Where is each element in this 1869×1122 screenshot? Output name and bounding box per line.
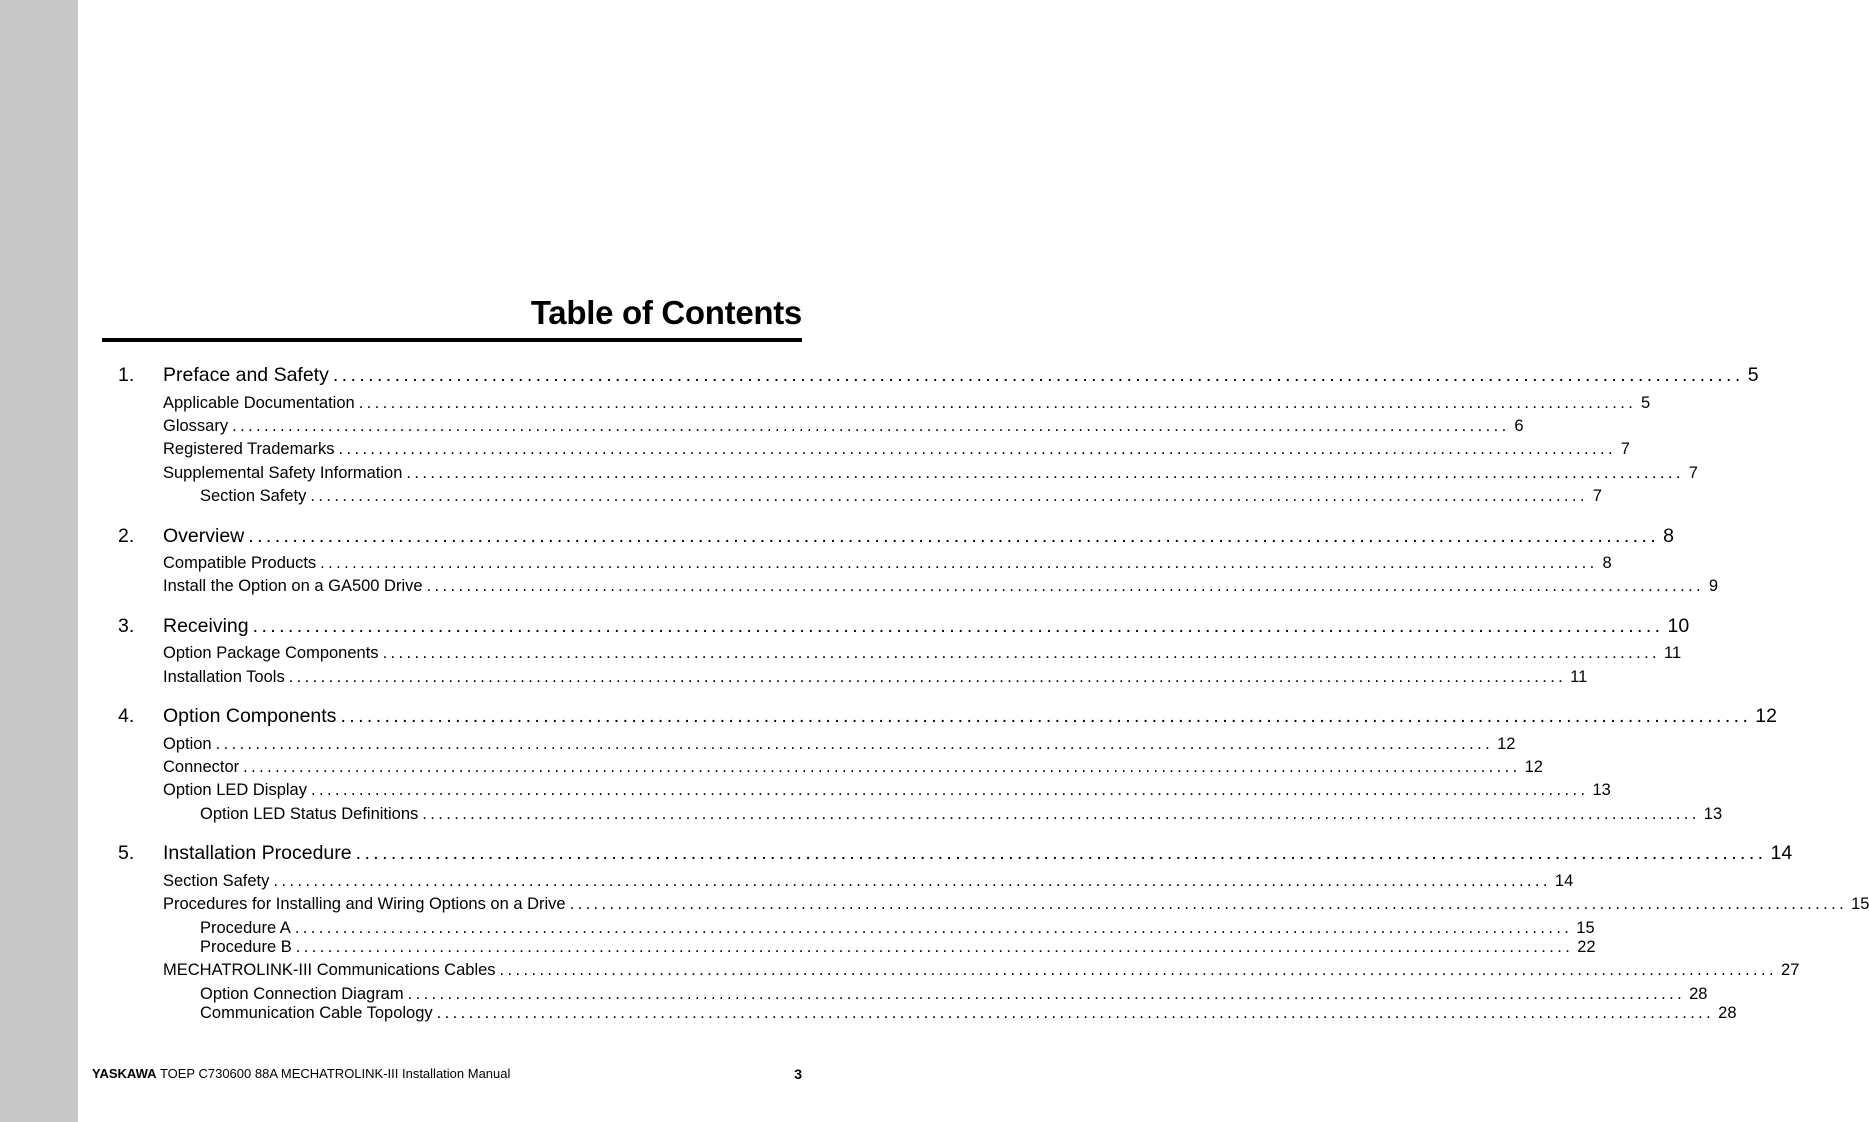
- dot-leader: ................................................................................................................................................................: [294, 919, 1573, 937]
- toc-page-number: 5: [1747, 364, 1759, 386]
- footer-doc-title: TOEP C730600 88A MECHATROLINK-III Installation Manual: [159, 1066, 511, 1081]
- toc-chapter-number: 1.: [118, 364, 135, 386]
- footer-doc-info: [92, 1066, 510, 1082]
- dot-leader: ................................................................................................................................................................: [288, 668, 1567, 686]
- toc-entry[interactable]: [102, 938, 1596, 960]
- left-margin-bar: [0, 0, 78, 1122]
- toc-entry-label: Option LED Display: [163, 781, 307, 799]
- toc-entry-label: Receiving: [163, 615, 249, 637]
- toc-entry[interactable]: [102, 464, 1698, 486]
- toc-page-number: 12: [1524, 758, 1543, 776]
- toc-entry-label: Procedure A: [200, 919, 291, 937]
- toc-entry-label: Installation Tools: [163, 668, 285, 686]
- toc-entry-label: Option Components: [163, 705, 337, 727]
- dot-leader: ................................................................................................................................................................: [215, 735, 1494, 753]
- toc-chapter[interactable]: [102, 615, 1690, 641]
- toc-entry-label: Section Safety: [200, 487, 307, 505]
- dot-leader: ................................................................................................................................................................: [243, 758, 1521, 776]
- dot-leader: ................................................................................................................................................................: [295, 938, 1574, 956]
- toc-page-number: 7: [1592, 487, 1602, 505]
- dot-leader: ................................................................................................................................................................: [252, 615, 1664, 637]
- toc-chapter-number: 4.: [118, 705, 135, 727]
- toc-entry-label: Communication Cable Topology: [200, 1004, 433, 1022]
- dot-leader: ................................................................................................................................................................: [310, 781, 1589, 799]
- dot-leader: ................................................................................................................................................................: [320, 554, 1598, 572]
- dot-leader: ................................................................................................................................................................: [248, 525, 1660, 547]
- dot-leader: ................................................................................................................................................................: [332, 364, 1744, 386]
- toc-entry[interactable]: [102, 961, 1800, 983]
- footer-brand: YASKAWA: [92, 1066, 157, 1081]
- page-title: Table of Contents: [530, 294, 802, 331]
- toc-entry-label: Connector: [163, 758, 240, 776]
- toc-chapter[interactable]: [102, 364, 1759, 390]
- dot-leader: ................................................................................................................................................................: [499, 961, 1778, 979]
- toc-entry-label: Install the Option on a GA500 Drive: [163, 577, 423, 595]
- toc-entry[interactable]: [102, 758, 1543, 780]
- toc-chapter[interactable]: [102, 842, 1793, 868]
- dot-leader: ................................................................................................................................................................: [273, 872, 1551, 890]
- dot-leader: ................................................................................................................................................................: [355, 842, 1767, 864]
- dot-leader: ................................................................................................................................................................: [422, 805, 1700, 823]
- toc-page-number: 9: [1708, 577, 1719, 595]
- table-of-contents: [102, 0, 1869, 1122]
- toc-entry-label: Compatible Products: [163, 554, 317, 572]
- toc-page-number: 28: [1718, 1004, 1737, 1022]
- toc-entry-label: Procedures for Installing and Wiring Options on a Drive: [163, 895, 566, 913]
- toc-entry[interactable]: [102, 872, 1574, 894]
- toc-entry-label: Supplemental Safety Information: [163, 464, 403, 482]
- toc-entry[interactable]: [102, 668, 1588, 690]
- toc-page-number: 15: [1851, 895, 1869, 913]
- toc-entry-label: Overview: [163, 525, 245, 547]
- toc-page-number: 27: [1781, 961, 1800, 979]
- toc-page-number: 12: [1755, 705, 1777, 727]
- toc-chapter[interactable]: [102, 705, 1777, 731]
- toc-entry[interactable]: [102, 781, 1611, 803]
- toc-entry[interactable]: [102, 487, 1602, 509]
- toc-page-number: 28: [1689, 985, 1708, 1003]
- dot-leader: ................................................................................................................................................................: [340, 705, 1752, 727]
- toc-entry-label: Installation Procedure: [163, 842, 352, 864]
- toc-page-number: 12: [1497, 735, 1516, 753]
- toc-page-number: 11: [1664, 644, 1682, 662]
- toc-entry-label: MECHATROLINK-III Communications Cables: [163, 961, 496, 979]
- toc-entry[interactable]: [102, 805, 1723, 827]
- toc-entry[interactable]: [102, 394, 1651, 416]
- toc-entry-label: Option Package Components: [163, 644, 379, 662]
- dot-leader: ................................................................................................................................................................: [310, 487, 1588, 505]
- toc-entry-label: Option: [163, 735, 212, 753]
- toc-entry[interactable]: [102, 554, 1612, 576]
- toc-entry[interactable]: [102, 1004, 1737, 1026]
- toc-entry-label: Registered Trademarks: [163, 440, 335, 458]
- dot-leader: ................................................................................................................................................................: [569, 895, 1848, 913]
- dot-leader: ................................................................................................................................................................: [382, 644, 1661, 662]
- toc-entry[interactable]: [102, 440, 1630, 462]
- toc-chapter-number: 3.: [118, 615, 135, 637]
- toc-page-number: 11: [1570, 668, 1588, 686]
- toc-page-number: 10: [1667, 615, 1690, 637]
- dot-leader: ................................................................................................................................................................: [232, 417, 1510, 435]
- toc-entry-label: Preface and Safety: [163, 364, 329, 386]
- page-footer: [92, 1066, 802, 1082]
- toc-page-number: 15: [1576, 919, 1595, 937]
- dot-leader: ................................................................................................................................................................: [436, 1004, 1715, 1022]
- toc-entry-label: Section Safety: [163, 872, 270, 890]
- toc-entry-label: Procedure B: [200, 938, 292, 956]
- toc-chapter-number: 5.: [118, 842, 135, 864]
- toc-page-number: 8: [1602, 554, 1612, 572]
- toc-page-number: 7: [1688, 464, 1698, 482]
- toc-page-number: 13: [1592, 781, 1611, 799]
- toc-entry-label: Option Connection Diagram: [200, 985, 404, 1003]
- toc-page-number: 14: [1554, 872, 1574, 890]
- toc-entry-label: Applicable Documentation: [163, 394, 355, 412]
- footer-page-number: 3: [794, 1066, 802, 1082]
- dot-leader: ................................................................................................................................................................: [406, 464, 1684, 482]
- toc-entry-label: Glossary: [163, 417, 229, 435]
- toc-page-number: 14: [1770, 842, 1793, 864]
- toc-page-number: 13: [1703, 805, 1723, 823]
- toc-page-number: 8: [1663, 525, 1674, 547]
- toc-entry[interactable]: [102, 644, 1682, 666]
- toc-page-number: 22: [1577, 938, 1596, 956]
- toc-entry[interactable]: [102, 895, 1869, 917]
- toc-entry[interactable]: [102, 735, 1516, 757]
- toc-page-number: 5: [1641, 394, 1651, 412]
- toc-entry-label: Option LED Status Definitions: [200, 805, 419, 823]
- toc-entry[interactable]: [102, 417, 1524, 439]
- dot-leader: ................................................................................................................................................................: [358, 394, 1637, 412]
- dot-leader: ................................................................................................................................................................: [338, 440, 1616, 458]
- toc-chapter-number: 2.: [118, 525, 135, 547]
- toc-page-number: 7: [1620, 440, 1630, 458]
- toc-entry[interactable]: [102, 577, 1719, 599]
- dot-leader: ................................................................................................................................................................: [426, 577, 1705, 595]
- dot-leader: ................................................................................................................................................................: [407, 985, 1686, 1003]
- toc-page-number: 6: [1514, 417, 1524, 435]
- toc-chapter[interactable]: [102, 525, 1674, 551]
